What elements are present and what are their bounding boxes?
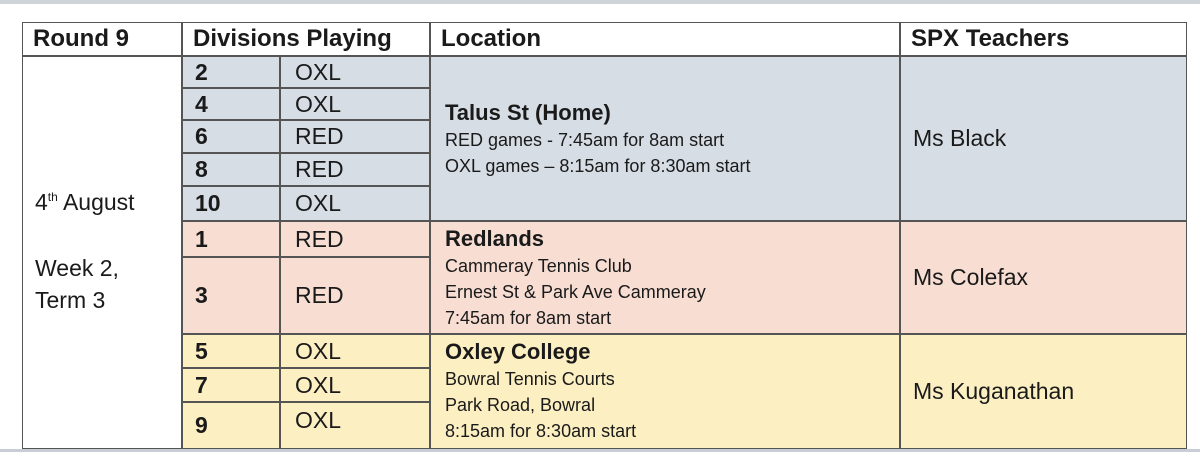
header-teachers: SPX Teachers: [900, 22, 1187, 56]
date-line: [35, 187, 135, 217]
division-number: 4: [182, 88, 280, 120]
division-number: 8: [182, 153, 280, 186]
location-title: Oxley College: [445, 339, 591, 364]
division-number: 2: [182, 56, 280, 88]
division-tag: OXL: [280, 368, 430, 402]
division-tag: OXL: [280, 88, 430, 120]
date-day: 4: [35, 189, 48, 215]
location-line: OXL games – 8:15am for 8:30am start: [445, 156, 751, 176]
division-tag: RED: [280, 153, 430, 186]
division-number: 1: [182, 221, 280, 257]
location-cell: [430, 221, 900, 334]
division-tag: OXL: [280, 56, 430, 88]
location-line: Park Road, Bowral: [445, 395, 596, 415]
location-details: [445, 338, 636, 444]
location-line: Cammeray Tennis Club: [445, 256, 632, 276]
location-line: Ernest St & Park Ave Cammeray: [445, 282, 706, 302]
teacher-cell: Ms Black: [900, 56, 1187, 221]
date-cell: [22, 56, 182, 449]
division-tag: OXL: [280, 186, 430, 221]
location-title: Talus St (Home): [445, 100, 611, 125]
division-tag: RED: [280, 257, 430, 334]
division-number: 10: [182, 186, 280, 221]
header-location: Location: [430, 22, 900, 56]
location-line: 7:45am for 8am start: [445, 308, 612, 328]
date-suffix: th: [47, 190, 58, 204]
location-details: [445, 99, 750, 179]
teacher-cell: Ms Colefax: [900, 221, 1187, 334]
date-month: August: [62, 189, 135, 215]
week-label: Week 2,: [35, 255, 119, 281]
location-line: Bowral Tennis Courts: [445, 369, 615, 389]
division-number: 6: [182, 120, 280, 153]
division-tag: OXL: [280, 402, 430, 449]
term-label: Term 3: [35, 287, 106, 313]
division-number: 9: [182, 402, 280, 449]
header-divisions: Divisions Playing: [182, 22, 430, 56]
location-details: [445, 225, 706, 331]
division-number: 3: [182, 257, 280, 334]
location-line: RED games - 7:45am for 8am start: [445, 130, 725, 150]
location-title: Redlands: [445, 226, 545, 251]
location-cell: [430, 334, 900, 449]
header-round: Round 9: [22, 22, 182, 56]
division-number: 7: [182, 368, 280, 402]
teacher-cell: Ms Kuganathan: [900, 334, 1187, 449]
location-cell: [430, 56, 900, 221]
location-line: 8:15am for 8:30am start: [445, 421, 637, 441]
division-number: 5: [182, 334, 280, 368]
division-tag: RED: [280, 120, 430, 153]
division-tag: OXL: [280, 334, 430, 368]
division-tag: RED: [280, 221, 430, 257]
